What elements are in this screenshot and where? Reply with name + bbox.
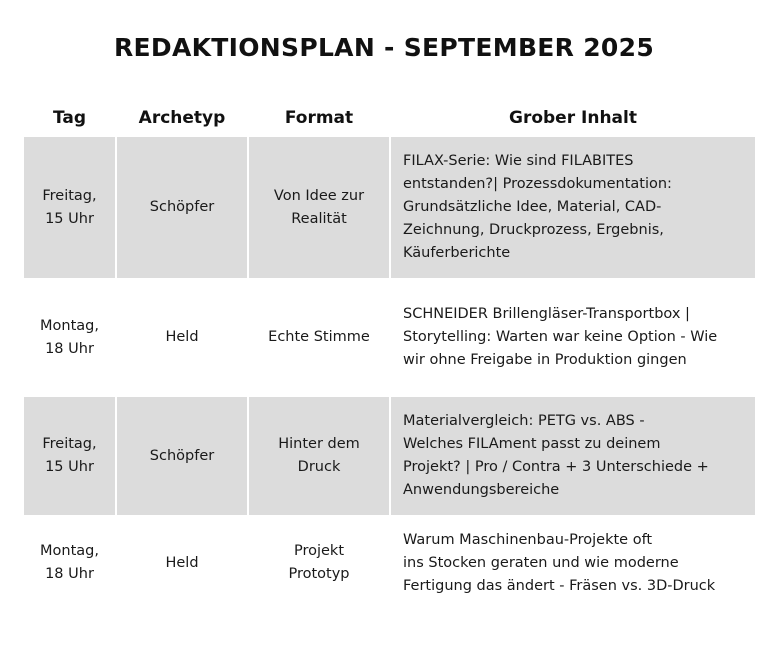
cell-line: Held: [165, 554, 199, 571]
cell-line: Prototyp: [288, 566, 350, 582]
cell-line: 18 Uhr: [45, 566, 94, 582]
cell-line: Warum Maschinenbau-Projekte oft: [403, 531, 653, 548]
cell-line: SCHNEIDER Brillengläser-Transportbox |: [403, 306, 690, 322]
cell-line: Projekt? | Pro / Contra + 3 Unterschiede +: [403, 459, 709, 475]
cell-line: Schöpfer: [149, 447, 215, 464]
cell-line: Freitag,: [42, 187, 97, 204]
cell-archetyp: [117, 517, 247, 609]
header-format: Format: [284, 108, 354, 128]
cell-line: Zeichnung, Druckprozess, Ergebnis,: [403, 222, 664, 238]
cell-archetyp: [117, 280, 247, 395]
cell-line: 18 Uhr: [45, 340, 94, 357]
header-archetyp: Archetyp: [138, 108, 226, 128]
cell-line: Projekt: [293, 543, 345, 559]
cell-format: [249, 517, 389, 609]
cell-inhalt: [391, 280, 755, 395]
cell-line: FILAX-Serie: Wie sind FILABITES: [403, 153, 634, 169]
cell-inhalt: [391, 397, 755, 515]
cell-line: Hinter dem: [278, 436, 360, 452]
cell-tag: [24, 137, 115, 278]
cell-tag: [24, 397, 115, 515]
cell-line: Von Idee zur: [273, 187, 365, 204]
cell-inhalt: [391, 517, 755, 609]
cell-archetyp: [117, 397, 247, 515]
cell-format: [249, 137, 389, 278]
cell-line: entstanden?| Prozessdokumentation:: [403, 176, 672, 192]
cell-line: Materialvergleich: PETG vs. ABS -: [403, 413, 645, 429]
cell-line: Montag,: [40, 543, 99, 559]
cell-line: Montag,: [40, 317, 99, 334]
cell-line: Druck: [297, 459, 341, 475]
cell-line: Freitag,: [42, 436, 97, 452]
header-tag: Tag: [52, 108, 87, 128]
cell-line: Fertigung das ändert - Fräsen vs. 3D-Druck: [403, 577, 716, 594]
cell-line: Käuferberichte: [403, 245, 511, 261]
cell-line: Storytelling: Warten war keine Option - Wie: [403, 329, 718, 345]
cell-line: Welches FILAment passt zu deinem: [403, 436, 661, 452]
cell-line: 15 Uhr: [45, 210, 94, 227]
cell-line: Held: [165, 329, 199, 345]
cell-tag: [24, 517, 115, 609]
cell-format: [249, 280, 389, 395]
cell-line: Echte Stimme: [268, 329, 370, 345]
cell-line: ins Stocken geraten und wie moderne: [403, 554, 679, 571]
cell-inhalt: [391, 137, 755, 278]
header-grober-inhalt: Grober Inhalt: [509, 108, 637, 128]
cell-line: Realität: [291, 210, 347, 227]
page-title: REDAKTIONSPLAN - SEPTEMBER 2025: [113, 33, 655, 62]
cell-line: Anwendungsbereiche: [403, 482, 560, 498]
cell-line: Grundsätzliche Idee, Material, CAD-: [403, 199, 662, 215]
cell-line: 15 Uhr: [45, 459, 94, 475]
cell-archetyp: [117, 137, 247, 278]
cell-format: [249, 397, 389, 515]
cell-line: wir ohne Freigabe in Produktion gingen: [403, 352, 687, 368]
cell-line: Schöpfer: [149, 199, 215, 215]
cell-tag: [24, 280, 115, 395]
